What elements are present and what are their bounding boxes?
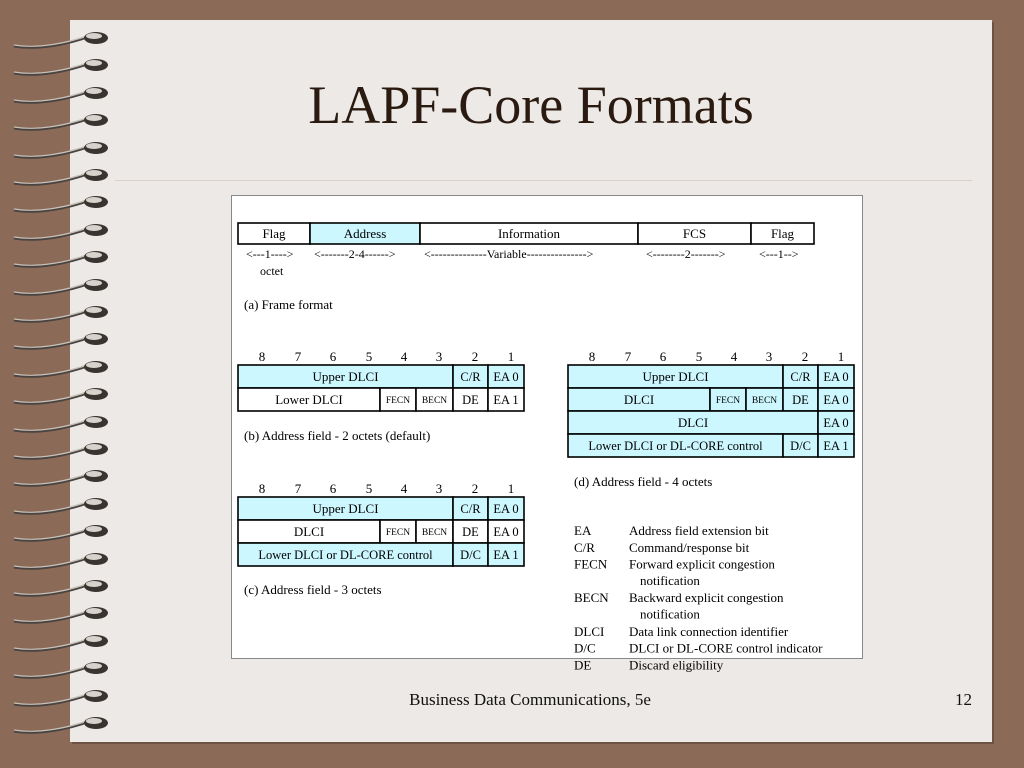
addr2-bit-5: 5 [365,349,373,364]
spiral-binding-ring-icon [8,384,112,410]
spiral-binding-ring-icon [8,603,112,629]
caption-b: (b) Address field - 2 octets (default) [244,428,431,443]
addr2-bit-1: 1 [507,349,515,364]
addr4-r1-fecn-label: FECN [715,395,741,406]
spiral-binding-ring-icon [8,357,112,383]
spiral-binding-ring-icon [8,439,112,465]
legend-abbr-6: DE [574,657,592,673]
format-figure [231,195,863,673]
spiral-binding-ring-icon [8,494,112,520]
legend-desc-3-1: notification [640,606,700,622]
spiral-binding-ring-icon [8,466,112,492]
addr2-r0-ea-label: EA 0 [493,369,519,384]
footer-text: Business Data Communications, 5e [409,690,651,709]
addr4-r0-main-label: Upper DLCI [642,369,709,385]
addr4-r3-ea-label: EA 1 [823,438,849,453]
legend-desc-5-0: DLCI or DL-CORE control indicator [629,640,823,656]
spiral-binding-ring-icon [8,138,112,164]
addr4-r2-ea-label: EA 0 [823,415,849,430]
addr4-r1-becn-label: BECN [751,395,778,406]
addr3-bit-1: 1 [507,481,515,496]
addr3-r1-fecn-label: FECN [385,527,411,538]
addr3-r1-ea-label: EA 0 [493,524,519,539]
addr4-bit-2: 2 [801,349,809,364]
legend-abbr-2: FECN [574,556,608,572]
addr4-bit-8: 8 [588,349,596,364]
addr2-bit-8: 8 [258,349,266,364]
addr4-bit-6: 6 [659,349,667,364]
legend-desc-3-0: Backward explicit congestion [629,590,784,606]
frame-length-3: <--------2-------> [646,247,726,261]
addr3-r2-cr-label: D/C [460,547,481,562]
addr3-bit-8: 8 [258,481,266,496]
addr2-r1-de-label: DE [462,392,479,407]
addr4-bit-5: 5 [695,349,703,364]
legend-desc-6-0: Discard eligibility [629,657,724,673]
frame-length-0: <---1----> [246,247,294,261]
spiral-binding-ring-icon [8,549,112,575]
spiral-binding-ring-icon [8,165,112,191]
addr2-bit-3: 3 [435,349,443,364]
addr4-r0-ea-label: EA 0 [823,369,849,384]
addr2-r1-ea-label: EA 1 [493,392,519,407]
addr2-bit-2: 2 [471,349,479,364]
addr3-bit-3: 3 [435,481,443,496]
spiral-binding-ring-icon [8,686,112,712]
frame-field-3-label: FCS [682,226,707,242]
spiral-binding-ring-icon [8,247,112,273]
frame-field-0-label: Flag [262,226,286,242]
spiral-binding-ring-icon [8,220,112,246]
legend-abbr-0: EA [574,523,592,538]
addr3-r0-main-label: Upper DLCI [312,501,379,517]
addr4-bit-1: 1 [837,349,845,364]
legend-abbr-1: C/R [574,539,595,555]
addr3-r0-cr-label: C/R [460,501,481,516]
addr4-r3-main-label: Lower DLCI or DL-CORE control [588,438,763,453]
spiral-binding-ring-icon [8,576,112,602]
frame-field-2-label: Information [497,226,561,242]
addr4-r1-ea-label: EA 0 [823,392,849,407]
spiral-binding-ring-icon [8,110,112,136]
addr4-r2-main-label: DLCI [677,415,709,431]
caption-a: (a) Frame format [244,297,333,312]
spiral-binding-ring-icon [8,631,112,657]
frame-field-1-label: Address [343,226,387,242]
frame-length-2: <--------------Variable---------------> [424,247,594,261]
addr3-bit-6: 6 [329,481,337,496]
addr2-r0-main-label: Upper DLCI [312,369,379,385]
addr3-bit-5: 5 [365,481,373,496]
addr2-r0-cr-label: C/R [460,369,481,384]
addr2-r1-dlci-label: Lower DLCI [275,392,343,408]
addr4-bit-3: 3 [765,349,773,364]
legend-desc-2-0: Forward explicit congestion [629,556,775,572]
addr4-r1-de-label: DE [792,392,809,407]
addr3-r0-ea-label: EA 0 [493,501,519,516]
addr3-r1-dlci-label: DLCI [293,524,325,540]
spiral-binding-ring-icon [8,658,112,684]
page-number: 12 [955,690,972,709]
addr2-r1-fecn-label: FECN [385,395,411,406]
legend-desc-4-0: Data link connection identifier [629,623,789,639]
spiral-binding-ring-icon [8,713,112,739]
spiral-binding-ring-icon [8,55,112,81]
slide [70,20,992,742]
slide-title: LAPF-Core Formats [308,75,754,135]
title-divider [115,180,972,181]
spiral-binding-ring-icon [8,275,112,301]
frame-field-4-label: Flag [770,226,795,242]
spiral-binding-ring-icon [8,83,112,109]
addr3-r2-main-label: Lower DLCI or DL-CORE control [258,547,433,562]
legend-abbr-4: DLCI [574,623,605,639]
legend-desc-0-0: Address field extension bit [629,523,769,538]
addr3-bit-7: 7 [294,481,302,496]
spiral-binding-ring-icon [8,412,112,438]
legend-abbr-3: BECN [574,590,609,606]
addr4-r0-cr-label: C/R [790,369,811,384]
addr3-r1-becn-label: BECN [421,527,448,538]
addr2-r1-becn-label: BECN [421,395,448,406]
legend-desc-2-1: notification [640,573,700,589]
addr2-bit-7: 7 [294,349,302,364]
addr3-r2-ea-label: EA 1 [493,547,519,562]
spiral-binding-ring-icon [8,192,112,218]
spiral-binding-ring-icon [8,521,112,547]
addr3-r1-de-label: DE [462,524,479,539]
addr4-bit-7: 7 [624,349,632,364]
caption-c: (c) Address field - 3 octets [244,582,382,597]
spiral-binding-ring-icon [8,302,112,328]
frame-length-4: <---1--> [759,247,799,261]
spiral-binding-ring-icon [8,329,112,355]
addr2-bit-6: 6 [329,349,337,364]
addr3-bit-4: 4 [400,481,408,496]
addr3-bit-2: 2 [471,481,479,496]
frame-length-1: <-------2-4------> [314,247,396,261]
addr4-r1-dlci-label: DLCI [623,392,655,408]
addr2-bit-4: 4 [400,349,408,364]
format-diagram [232,196,862,673]
caption-d: (d) Address field - 4 octets [574,474,713,489]
octet-label: octet [260,264,284,278]
addr4-bit-4: 4 [730,349,738,364]
legend-abbr-5: D/C [574,640,596,656]
spiral-binding-ring-icon [8,28,112,54]
legend-desc-1-0: Command/response bit [629,539,750,555]
addr4-r3-cr-label: D/C [790,438,811,453]
